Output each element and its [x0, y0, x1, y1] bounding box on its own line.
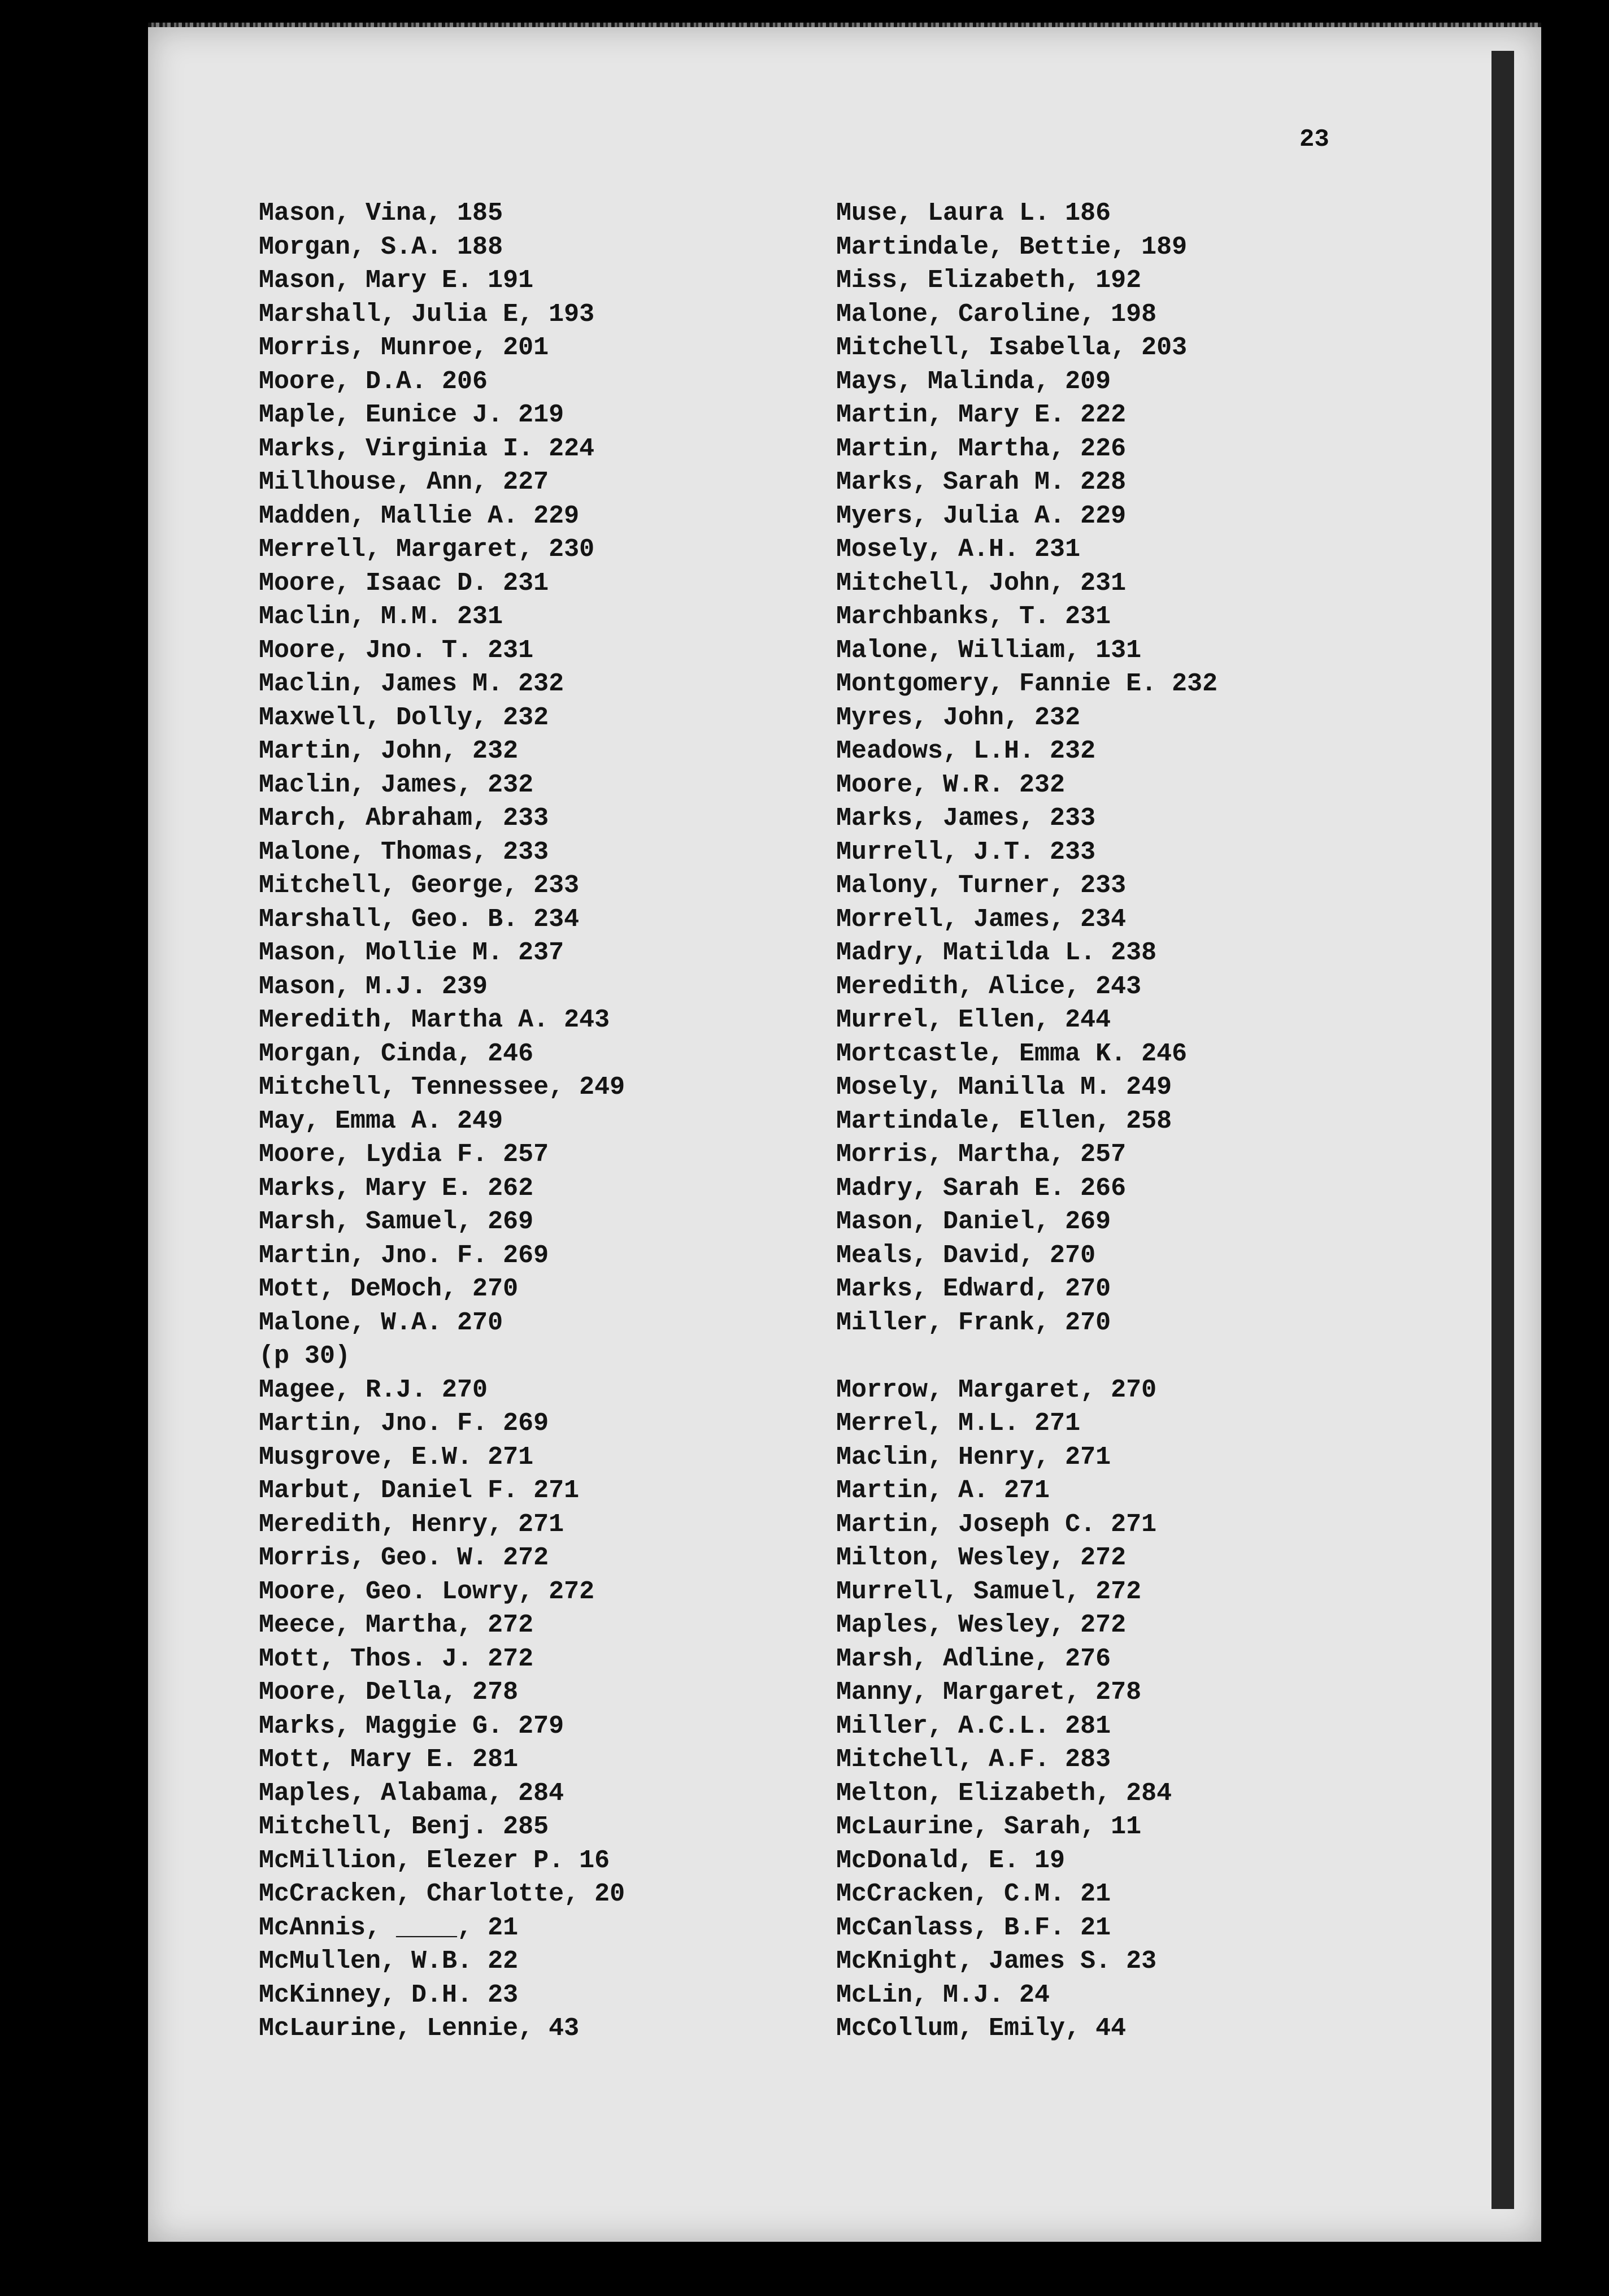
index-entry: Mitchell, Isabella, 203: [836, 333, 1188, 362]
index-entry: Murrell, Samuel, 272: [836, 1577, 1142, 1606]
index-entry: Murrell, J.T. 233: [836, 837, 1096, 867]
index-entry: Malone, Thomas, 233: [259, 837, 549, 867]
index-entry: Marshall, Julia E, 193: [259, 299, 595, 329]
index-entry: Milton, Wesley, 272: [836, 1543, 1127, 1572]
index-entry: Mason, Vina, 185: [259, 199, 503, 228]
index-entry: Martin, Jno. F. 269: [259, 1241, 549, 1270]
index-entry: Martin, A. 271: [836, 1476, 1050, 1505]
spacer: [836, 1340, 1217, 1373]
scan-border-right: [1491, 51, 1514, 2209]
index-entry: Martin, Martha, 226: [836, 434, 1127, 463]
index-entry: Marsh, Adline, 276: [836, 1644, 1111, 1673]
index-entry: Marshall, Geo. B. 234: [259, 905, 580, 934]
index-entry: Mitchell, A.F. 283: [836, 1745, 1111, 1774]
index-entry: McCracken, Charlotte, 20: [259, 1880, 625, 1908]
index-entry: Mitchell, George, 233: [259, 871, 580, 900]
index-entry: Meece, Martha, 272: [259, 1611, 534, 1640]
index-entry: Montgomery, Fannie E. 232: [836, 669, 1218, 698]
index-entry: Myres, John, 232: [836, 703, 1081, 732]
index-entry: Marbut, Daniel F. 271: [259, 1476, 580, 1505]
index-entry: Merrell, Margaret, 230: [259, 535, 595, 564]
index-entry: Marks, Virginia I. 224: [259, 434, 595, 463]
index-entry: Melton, Elizabeth, 284: [836, 1778, 1172, 1808]
index-entry: Mosely, Manilla M. 249: [836, 1073, 1172, 1102]
index-entry: Maclin, M.M. 231: [259, 602, 503, 631]
page-number: 23: [1299, 125, 1329, 154]
index-entry: Meredith, Henry, 271: [259, 1510, 564, 1539]
index-entry: Maclin, James, 232: [259, 770, 534, 799]
index-entry: Mott, DeMoch, 270: [259, 1275, 519, 1303]
index-entry: Maples, Alabama, 284: [259, 1778, 564, 1808]
index-entry: Madry, Sarah E. 266: [836, 1173, 1127, 1203]
index-entry: McCracken, C.M. 21: [836, 1880, 1111, 1908]
index-entry: Mason, Daniel, 269: [836, 1207, 1111, 1236]
index-entry: Muse, Laura L. 186: [836, 199, 1111, 228]
index-entry: Morris, Munroe, 201: [259, 333, 549, 362]
index-entry: Miss, Elizabeth, 192: [836, 266, 1142, 295]
index-entry: Maclin, Henry, 271: [836, 1442, 1111, 1472]
index-entry: Murrel, Ellen, 244: [836, 1006, 1111, 1034]
index-entry: Malone, Caroline, 198: [836, 299, 1157, 329]
index-entry: Malony, Turner, 233: [836, 871, 1127, 900]
index-entry: March, Abraham, 233: [259, 804, 549, 833]
index-entry: Malone, W.A. 270: [259, 1308, 503, 1337]
index-entry: Marks, James, 233: [836, 804, 1096, 833]
index-entry: McKinney, D.H. 23: [259, 1980, 519, 2010]
index-entry: McMillion, Elezer P. 16: [259, 1846, 610, 1875]
index-entry: Mason, Mollie M. 237: [259, 938, 564, 967]
index-entry: Marks, Mary E. 262: [259, 1173, 534, 1203]
index-entry: Mott, Thos. J. 272: [259, 1644, 534, 1673]
index-entry: Meredith, Martha A. 243: [259, 1006, 610, 1034]
index-entry: Marks, Maggie G. 279: [259, 1711, 564, 1741]
index-entry: Mosely, A.H. 231: [836, 535, 1081, 564]
index-entry: McKnight, James S. 23: [836, 1947, 1157, 1976]
index-entry: McCollum, Emily, 44: [836, 2014, 1127, 2043]
right-name-column: [836, 197, 1217, 2046]
index-entry: Miller, Frank, 270: [836, 1308, 1111, 1337]
index-entry: Moore, Geo. Lowry, 272: [259, 1577, 595, 1606]
index-entry: McLaurine, Sarah, 11: [836, 1812, 1142, 1841]
index-entry: Morrell, James, 234: [836, 905, 1127, 934]
index-entry: Martindale, Ellen, 258: [836, 1106, 1172, 1136]
index-entry: Morgan, Cinda, 246: [259, 1039, 534, 1068]
index-entry: Merrel, M.L. 271: [836, 1409, 1081, 1438]
index-entry: Martin, Jno. F. 269: [259, 1409, 549, 1438]
index-entry: Maxwell, Dolly, 232: [259, 703, 549, 732]
index-entry: Morrow, Margaret, 270: [836, 1375, 1157, 1404]
index-entry: Moore, D.A. 206: [259, 367, 488, 396]
index-entry: Mason, M.J. 239: [259, 972, 488, 1001]
index-entry: Meredith, Alice, 243: [836, 972, 1142, 1001]
index-entry: Millhouse, Ann, 227: [259, 468, 549, 497]
index-entry: Mason, Mary E. 191: [259, 266, 534, 295]
index-entry: Mitchell, Benj. 285: [259, 1812, 549, 1841]
index-entry: Morris, Martha, 257: [836, 1140, 1127, 1169]
index-entry: Madry, Matilda L. 238: [836, 938, 1157, 967]
index-entry: Madden, Mallie A. 229: [259, 501, 580, 530]
left-name-column: [259, 197, 625, 2046]
index-entry: Martin, John, 232: [259, 737, 519, 766]
index-entry: Meadows, L.H. 232: [836, 737, 1096, 766]
index-entry: Moore, Della, 278: [259, 1678, 519, 1707]
index-entry: Marsh, Samuel, 269: [259, 1207, 534, 1236]
index-entry: McMullen, W.B. 22: [259, 1947, 519, 1976]
index-entry: Moore, Isaac D. 231: [259, 568, 549, 598]
index-entry: Miller, A.C.L. 281: [836, 1711, 1111, 1741]
index-entry: McDonald, E. 19: [836, 1846, 1066, 1875]
index-entry: Martin, Mary E. 222: [836, 401, 1127, 429]
index-entry: Martindale, Bettie, 189: [836, 232, 1188, 262]
index-entry: Marks, Sarah M. 228: [836, 468, 1127, 497]
index-entry: (p 30): [259, 1342, 351, 1371]
index-entry: Manny, Margaret, 278: [836, 1678, 1142, 1707]
index-entry: Mays, Malinda, 209: [836, 367, 1111, 396]
index-entry: Musgrove, E.W. 271: [259, 1442, 534, 1472]
index-entry: Moore, Lydia F. 257: [259, 1140, 549, 1169]
index-entry: Morris, Geo. W. 272: [259, 1543, 549, 1572]
index-entry: Malone, William, 131: [836, 636, 1142, 665]
index-entry: Mortcastle, Emma K. 246: [836, 1039, 1188, 1068]
index-entry: Martin, Joseph C. 271: [836, 1510, 1157, 1539]
index-entry: Morgan, S.A. 188: [259, 232, 503, 262]
index-entry: Marks, Edward, 270: [836, 1275, 1111, 1303]
index-entry: Mott, Mary E. 281: [259, 1745, 519, 1774]
index-entry: McCanlass, B.F. 21: [836, 1913, 1111, 1942]
index-entry: Moore, Jno. T. 231: [259, 636, 534, 665]
index-entry: May, Emma A. 249: [259, 1106, 503, 1136]
index-entry: Maples, Wesley, 272: [836, 1611, 1127, 1640]
index-entry: Marchbanks, T. 231: [836, 602, 1111, 631]
index-entry: Mitchell, John, 231: [836, 568, 1127, 598]
index-entry: Moore, W.R. 232: [836, 770, 1066, 799]
index-entry: Maple, Eunice J. 219: [259, 401, 564, 429]
index-entry: Magee, R.J. 270: [259, 1375, 488, 1404]
index-entry: Myers, Julia A. 229: [836, 501, 1127, 530]
index-entry: Maclin, James M. 232: [259, 669, 564, 698]
index-entry: Mitchell, Tennessee, 249: [259, 1073, 625, 1102]
index-entry: McAnnis, ____, 21: [259, 1913, 519, 1942]
index-entry: McLin, M.J. 24: [836, 1980, 1050, 2010]
index-entry: Meals, David, 270: [836, 1241, 1096, 1270]
index-entry: McLaurine, Lennie, 43: [259, 2014, 580, 2043]
